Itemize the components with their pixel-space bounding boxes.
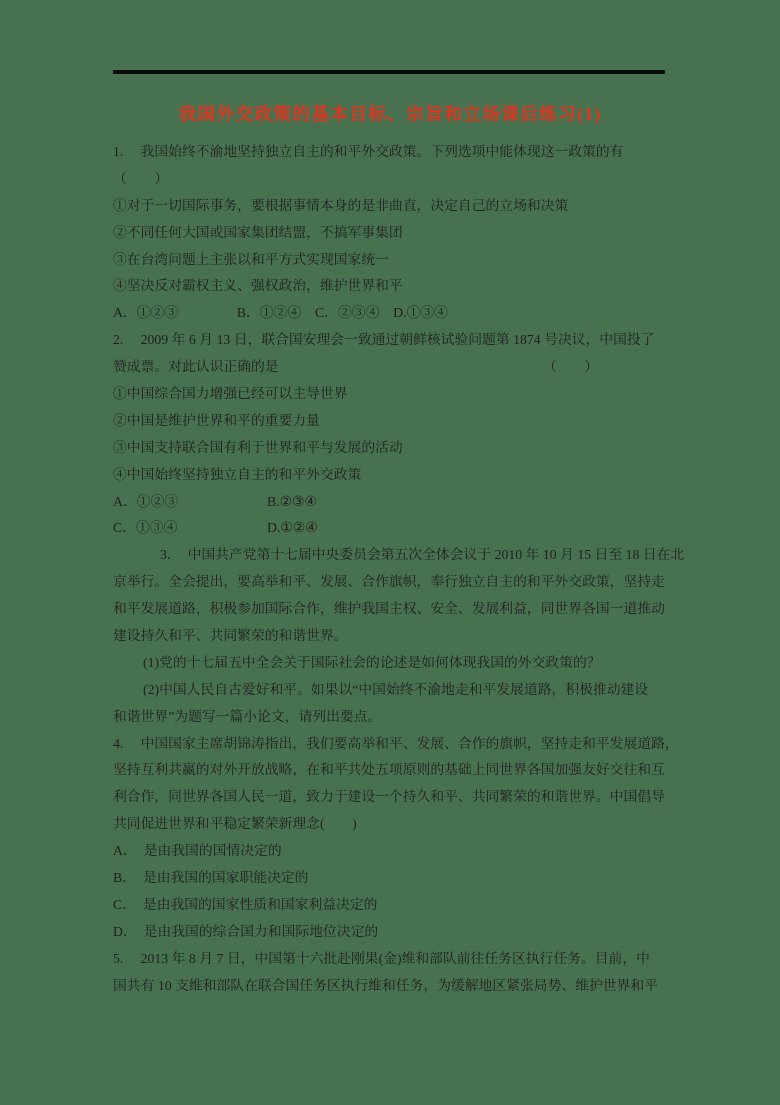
q2-stem-line-2-text: 赞成票。对此认识正确的是 [113,359,279,375]
q4-stem-line-2: 坚持互利共赢的对外开放战略，在和平共处五项原则的基础上同世界各国加强友好交往和互 [113,762,665,778]
q1-stem-line-1: 1. 我国始终不渝地坚持独立自主的和平外交政策。下列选项中能体现这一政策的有 [113,144,624,159]
q2-item-3: ③中国支持联合国有利于世界和平与发展的活动 [113,439,403,455]
q2-options-row-1 [113,489,667,516]
q2-options-row-2 [113,515,667,542]
q3-sub-question-2-line-1: (2)中国人民自古爱好和平。如果以“中国始终不渝地走和平发展道路，积极推动建设 [143,681,649,697]
q2-item-2: ②中国是维护世界和平的重要力量 [113,412,320,428]
q2-item-4: ④中国始终坚持独立自主的和平外交政策 [113,466,362,482]
worksheet-title: 我国外交政策的基本目标、宗旨和立场课后练习(1) [178,104,602,124]
q3-sub-question-2-line-2: 和谐世界”为题写一篇小论文，请列出要点。 [113,708,382,724]
q4-option-d: D． 是由我国的综合国力和国际地位决定的 [113,923,379,939]
q1-item-4: ④坚决反对霸权主义、强权政治，维护世界和平 [113,278,403,294]
q2-options-row-1-option-left: A．①②③ [113,493,179,509]
q2-options-row-1-option-right: B.②③④ [267,493,317,509]
q5-stem-line-1: 5. 2013 年 8 月 7 日，中国第十六批赴刚果(金)维和部队前往任务区执行任务。目前，中 [113,950,650,966]
q4-option-a: A． 是由我国的国情决定的 [113,843,282,859]
header-rule [113,70,665,74]
q4-stem-line-1: 4. 中国国家主席胡锦涛指出，我们要高举和平、发展、合作的旗帜，坚持走和平发展道路， [113,735,679,751]
q1-item-3: ③在台湾问题上主张以和平方式实现国家统一 [113,251,389,267]
q4-option-b: B． 是由我国的国家职能决定的 [113,870,309,886]
q3-stem-line-2: 京举行。全会提出，要高举和平、发展、合作旗帜，奉行独立自主的和平外交政策，坚持走 [113,574,665,590]
q5-stem-line-2: 国共有 10 支维和部队在联合国任务区执行维和任务，为缓解地区紧张局势、维护世界和平 [113,977,658,993]
q1-stem-line-2: （ ） [113,170,169,186]
q2-item-1: ①中国综合国力增强已经可以主导世界 [113,386,348,402]
q2-stem-line-2-answer-bracket: （ ） [543,359,599,375]
q4-option-c: C． 是由我国的国家性质和国家利益决定的 [113,896,378,912]
q2-stem-line-2 [113,354,667,381]
q2-stem-line-1: 2. 2009 年 6 月 13 日，联合国安理会一致通过朝鲜核试验问题第 1874 号决议，中国投了 [113,332,655,348]
q1-options: A．①②③ B．①②④ C．②③④ D.①③④ [113,305,448,321]
q1-item-1: ①对于一切国际事务，要根据事情本身的是非曲直，决定自己的立场和决策 [113,197,569,213]
q3-stem-line-3: 和平发展道路，积极参加国际合作，维护我国主权、安全、发展利益，同世界各国一道推动 [113,601,665,617]
q3-sub-question-1: (1)党的十七届五中全会关于国际社会的论述是如何体现我国的外交政策的？ [143,654,601,670]
q3-stem-line-4: 建设持久和平、共同繁荣的和谐世界。 [113,628,348,644]
worksheet-body [113,139,685,1000]
q4-stem-line-3: 利合作，同世界各国人民一道，致力于建设一个持久和平、共同繁荣的和谐世界。中国倡导 [113,789,665,805]
q4-stem-line-4: 共同促进世界和平稳定繁荣新理念( ) [113,816,357,832]
q2-options-row-2-option-left: C．①③④ [113,520,178,536]
q3-stem-line-1: 3． 中国共产党第十七届中央委员会第五次全体会议于 2010 年 10 月 15 日至 18 日在北 [160,547,685,563]
q1-item-2: ②不同任何大国或国家集团结盟，不搞军事集团 [113,224,403,240]
q2-options-row-2-option-right: D.①②④ [267,520,318,536]
